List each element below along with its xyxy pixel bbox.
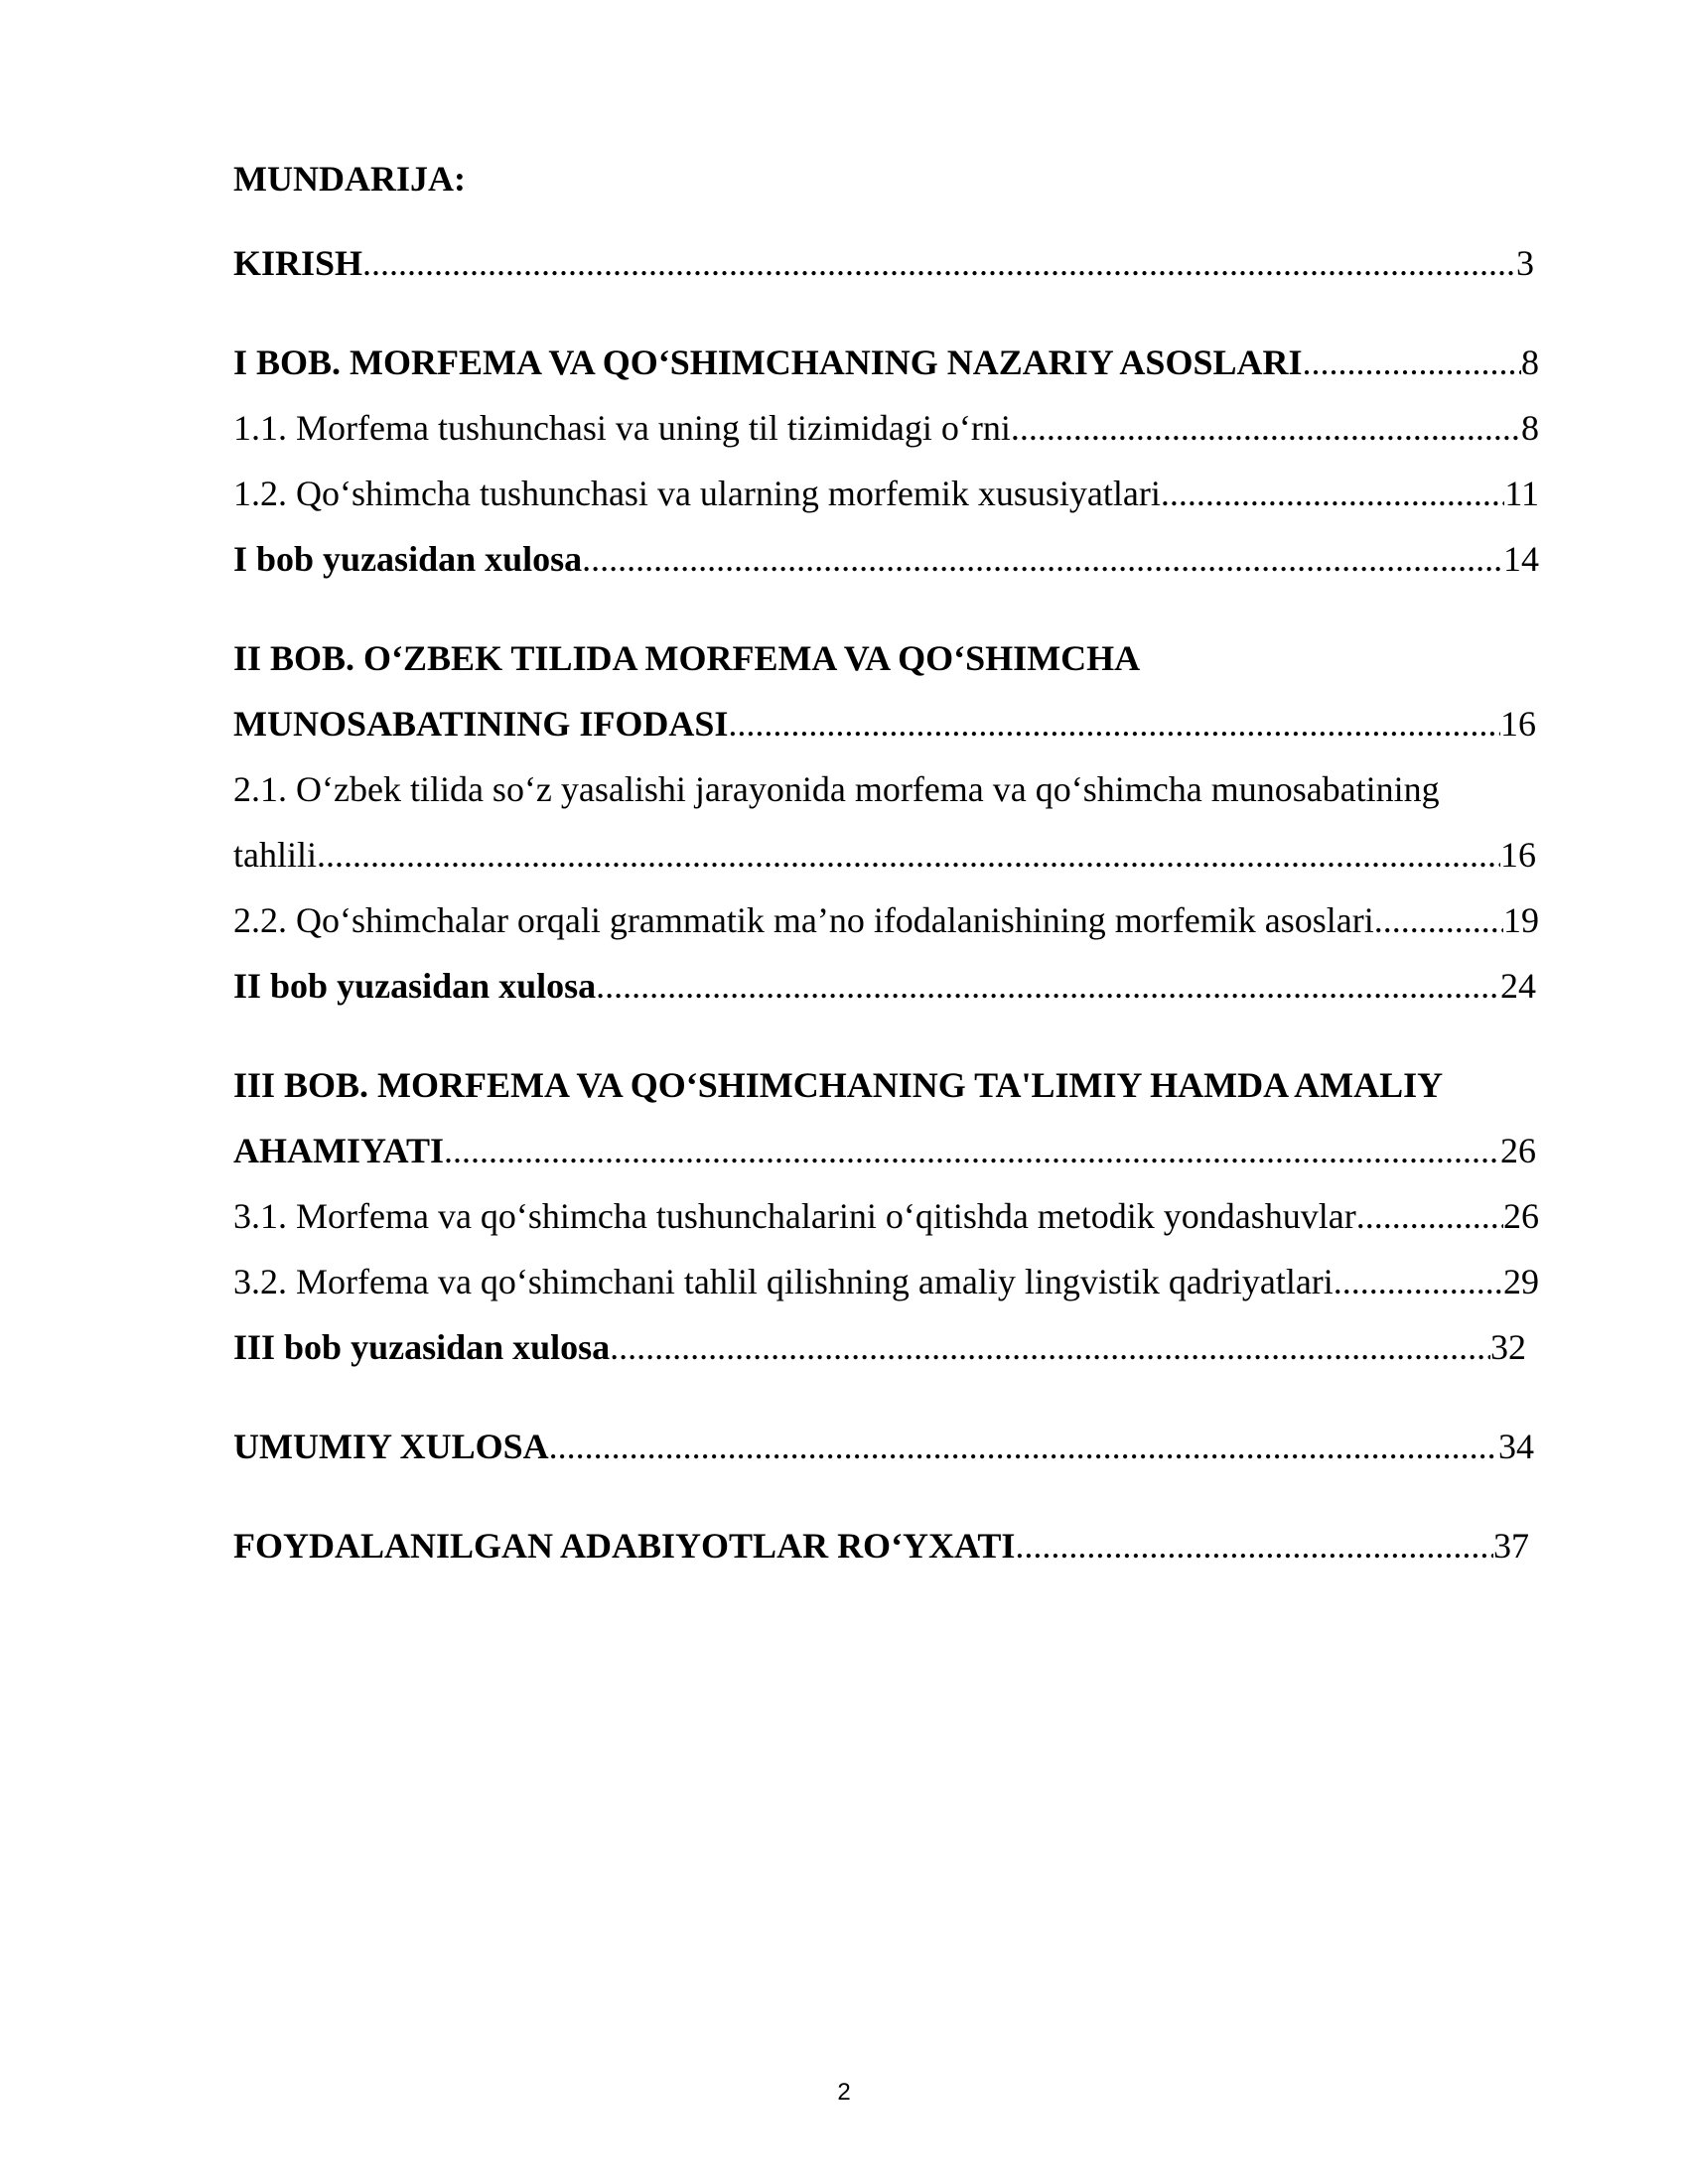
dot-leader — [596, 961, 1500, 1011]
dot-leader — [317, 830, 1500, 880]
toc-entry-label: 3.2. Morfema va qo‘shimchani tahlil qilishning amaliy lingvistik qadriyatlari — [233, 1262, 1334, 1301]
toc-entry-label: I bob yuzasidan xulosa — [233, 539, 583, 579]
toc-entry-label: UMUMIY XULOSA — [233, 1427, 549, 1466]
dot-leader — [1161, 469, 1505, 518]
toc-entry-label: I BOB. MORFEMA VA QO‘SHIMCHANING NAZARIY ASOSLARI — [233, 342, 1303, 382]
toc-entry-page: 3 — [1516, 243, 1534, 283]
toc-entry-section-1-2 — [233, 469, 1539, 518]
toc-entry-page: 34 — [1498, 1427, 1534, 1466]
toc-entry-page: 19 — [1503, 900, 1539, 940]
toc-entry-chapter-3 — [233, 1126, 1536, 1175]
toc-entry-page: 16 — [1500, 835, 1536, 875]
toc-entry-page: 26 — [1500, 1131, 1536, 1170]
toc-entry-section-3-1 — [233, 1191, 1539, 1241]
dot-leader — [1302, 338, 1521, 387]
page-number: 2 — [837, 2079, 851, 2106]
toc-entry-chapter-2-conclusion — [233, 961, 1536, 1011]
toc-entry-chapter-1-conclusion — [233, 534, 1539, 584]
dot-leader — [728, 699, 1500, 749]
toc-chapter-2-heading-line1: II BOB. O‘ZBEK TILIDA MORFEMA VA QO‘SHIMCHA — [233, 638, 1141, 678]
dot-leader — [444, 1126, 1500, 1175]
dot-leader — [1015, 1521, 1493, 1570]
toc-entry-section-2-1 — [233, 830, 1536, 880]
toc-entry-page: 8 — [1521, 342, 1539, 382]
toc-entry-label: tahlili — [233, 835, 317, 875]
toc-title: MUNDARIJA: — [233, 159, 466, 199]
toc-entry-chapter-2 — [233, 699, 1536, 749]
dot-leader — [1011, 403, 1521, 453]
dot-leader — [1356, 1191, 1503, 1241]
toc-entry-general-conclusion — [233, 1422, 1534, 1471]
toc-entry-page: 14 — [1503, 539, 1539, 579]
toc-entry-page: 37 — [1493, 1526, 1529, 1566]
dot-leader — [1374, 895, 1503, 945]
toc-entry-page: 29 — [1503, 1262, 1539, 1301]
toc-entry-label: MUNOSABATINING IFODASI — [233, 704, 729, 744]
toc-entry-label: FOYDALANILGAN ADABIYOTLAR RO‘YXATI — [233, 1526, 1016, 1566]
toc-entry-section-2-2 — [233, 895, 1539, 945]
toc-entry-section-1-1 — [233, 403, 1539, 453]
toc-entry-page: 11 — [1504, 474, 1539, 513]
toc-entry-page: 24 — [1500, 966, 1536, 1006]
toc-entry-label: 3.1. Morfema va qo‘shimcha tushunchalarini o‘qitishda metodik yondashuvlar — [233, 1196, 1356, 1236]
toc-chapter-3-heading-line1: III BOB. MORFEMA VA QO‘SHIMCHANING TA'LIMIY HAMDA AMALIY — [233, 1065, 1444, 1105]
dot-leader — [549, 1422, 1498, 1471]
toc-section-2-1-line1: 2.1. O‘zbek tilida so‘z yasalishi jarayonida morfema va qo‘shimcha munosabatining — [233, 769, 1440, 809]
toc-entry-label: 1.2. Qo‘shimcha tushunchasi va ularning morfemik xususiyatlari — [233, 474, 1161, 513]
toc-entry-page: 16 — [1500, 704, 1536, 744]
toc-entry-label: KIRISH — [233, 243, 363, 283]
dot-leader — [610, 1322, 1490, 1372]
toc-entry-label: III bob yuzasidan xulosa — [233, 1327, 611, 1367]
toc-entry-page: 26 — [1503, 1196, 1539, 1236]
toc-entry-chapter-1 — [233, 338, 1539, 387]
toc-entry-references — [233, 1521, 1529, 1570]
toc-entry-page: 32 — [1490, 1327, 1526, 1367]
toc-entry-kirish — [233, 238, 1534, 288]
toc-entry-label: 2.2. Qo‘shimchalar orqali grammatik ma’no ifodalanishining morfemik asoslari — [233, 900, 1374, 940]
dot-leader — [1334, 1257, 1503, 1306]
toc-entry-label: 1.1. Morfema tushunchasi va uning til tizimidagi o‘rni — [233, 408, 1011, 448]
toc-entry-label: II bob yuzasidan xulosa — [233, 966, 597, 1006]
dot-leader — [362, 238, 1516, 288]
dot-leader — [582, 534, 1503, 584]
toc-entry-section-3-2 — [233, 1257, 1539, 1306]
toc-entry-page: 8 — [1521, 408, 1539, 448]
toc-entry-chapter-3-conclusion — [233, 1322, 1526, 1372]
toc-entry-label: AHAMIYATI — [233, 1131, 445, 1170]
